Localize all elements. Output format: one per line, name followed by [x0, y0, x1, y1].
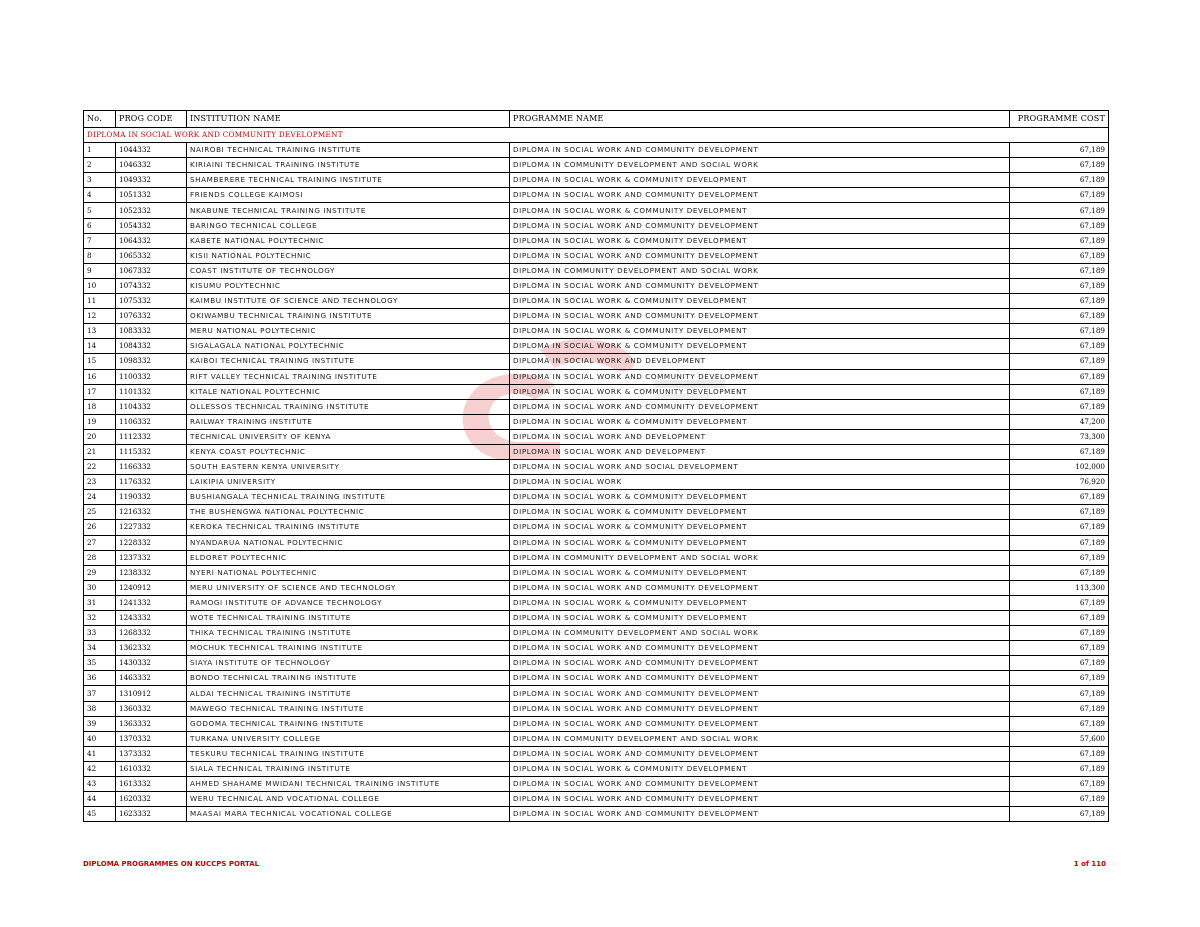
- institution-name-cell: COAST INSTITUTE OF TECHNOLOGY: [187, 263, 510, 278]
- row-number: 12: [84, 309, 116, 324]
- programme-cost-cell: 67,189: [1010, 701, 1109, 716]
- institution-name-cell: WOTE TECHNICAL TRAINING INSTITUTE: [187, 611, 510, 626]
- programme-cost-cell: 67,189: [1010, 309, 1109, 324]
- prog-code-cell: 1268332: [116, 626, 187, 641]
- row-number: 20: [84, 429, 116, 444]
- row-number: 42: [84, 761, 116, 776]
- institution-name-cell: MERU NATIONAL POLYTECHNIC: [187, 324, 510, 339]
- programme-cost-cell: 67,189: [1010, 354, 1109, 369]
- institution-name-cell: TESKURU TECHNICAL TRAINING INSTITUTE: [187, 746, 510, 761]
- programme-cost-cell: 67,189: [1010, 339, 1109, 354]
- prog-code-cell: 1610332: [116, 761, 187, 776]
- table-row: [84, 641, 1109, 656]
- table-row: [84, 278, 1109, 293]
- institution-name-cell: SIAYA INSTITUTE OF TECHNOLOGY: [187, 656, 510, 671]
- institution-name-cell: MAWEGO TECHNICAL TRAINING INSTITUTE: [187, 701, 510, 716]
- programme-name-cell: DIPLOMA IN COMMUNITY DEVELOPMENT AND SOCIAL WORK: [510, 731, 1010, 746]
- table-row: [84, 414, 1109, 429]
- institution-name-cell: THIKA TECHNICAL TRAINING INSTITUTE: [187, 626, 510, 641]
- table-row: [84, 444, 1109, 459]
- table-row: [84, 143, 1109, 158]
- table-row: [84, 218, 1109, 233]
- programme-cost-cell: 67,189: [1010, 777, 1109, 792]
- programme-cost-cell: 76,920: [1010, 475, 1109, 490]
- institution-name-cell: KAIMBU INSTITUTE OF SCIENCE AND TECHNOLOGY: [187, 294, 510, 309]
- row-number: 8: [84, 248, 116, 263]
- institution-name-cell: SIALA TECHNICAL TRAINING INSTITUTE: [187, 761, 510, 776]
- programme-cost-cell: 67,189: [1010, 746, 1109, 761]
- header-no: No.: [84, 111, 116, 128]
- programme-name-cell: DIPLOMA IN SOCIAL WORK & COMMUNITY DEVELOPMENT: [510, 414, 1010, 429]
- row-number: 3: [84, 173, 116, 188]
- programme-name-cell: DIPLOMA IN SOCIAL WORK & COMMUNITY DEVELOPMENT: [510, 520, 1010, 535]
- table-row: [84, 354, 1109, 369]
- programme-name-cell: DIPLOMA IN SOCIAL WORK & COMMUNITY DEVELOPMENT: [510, 595, 1010, 610]
- programme-cost-cell: 67,189: [1010, 792, 1109, 807]
- row-number: 6: [84, 218, 116, 233]
- row-number: 41: [84, 746, 116, 761]
- prog-code-cell: 1100332: [116, 369, 187, 384]
- programme-name-cell: DIPLOMA IN SOCIAL WORK AND COMMUNITY DEVELOPMENT: [510, 143, 1010, 158]
- institution-name-cell: BARINGO TECHNICAL COLLEGE: [187, 218, 510, 233]
- row-number: 45: [84, 807, 116, 822]
- row-number: 44: [84, 792, 116, 807]
- table-row: [84, 263, 1109, 278]
- row-number: 21: [84, 444, 116, 459]
- prog-code-cell: 1623332: [116, 807, 187, 822]
- prog-code-cell: 1227332: [116, 520, 187, 535]
- table-row: [84, 671, 1109, 686]
- institution-name-cell: KEROKA TECHNICAL TRAINING INSTITUTE: [187, 520, 510, 535]
- row-number: 24: [84, 490, 116, 505]
- table-row: [84, 158, 1109, 173]
- programme-name-cell: DIPLOMA IN SOCIAL WORK & COMMUNITY DEVELOPMENT: [510, 384, 1010, 399]
- prog-code-cell: 1101332: [116, 384, 187, 399]
- table-row: [84, 203, 1109, 218]
- row-number: 37: [84, 686, 116, 701]
- prog-code-cell: 1049332: [116, 173, 187, 188]
- institution-name-cell: KISII NATIONAL POLYTECHNIC: [187, 248, 510, 263]
- programme-name-cell: DIPLOMA IN SOCIAL WORK AND COMMUNITY DEVELOPMENT: [510, 369, 1010, 384]
- prog-code-cell: 1241332: [116, 595, 187, 610]
- programme-cost-cell: 67,189: [1010, 399, 1109, 414]
- row-number: 29: [84, 565, 116, 580]
- programme-name-cell: DIPLOMA IN SOCIAL WORK AND COMMUNITY DEVELOPMENT: [510, 701, 1010, 716]
- programme-name-cell: DIPLOMA IN SOCIAL WORK AND COMMUNITY DEVELOPMENT: [510, 399, 1010, 414]
- table-row: [84, 429, 1109, 444]
- programme-name-cell: DIPLOMA IN SOCIAL WORK AND DEVELOPMENT: [510, 444, 1010, 459]
- footer-document-title: DIPLOMA PROGRAMMES ON KUCCPS PORTAL: [83, 860, 260, 868]
- table-row: [84, 520, 1109, 535]
- programme-name-cell: DIPLOMA IN SOCIAL WORK AND COMMUNITY DEVELOPMENT: [510, 218, 1010, 233]
- table-row: [84, 777, 1109, 792]
- table-row: [84, 369, 1109, 384]
- programme-name-cell: DIPLOMA IN SOCIAL WORK AND DEVELOPMENT: [510, 354, 1010, 369]
- table-row: [84, 731, 1109, 746]
- prog-code-cell: 1104332: [116, 399, 187, 414]
- programme-cost-cell: 67,189: [1010, 686, 1109, 701]
- header-prog-code: PROG CODE: [116, 111, 187, 128]
- row-number: 40: [84, 731, 116, 746]
- row-number: 9: [84, 263, 116, 278]
- programme-cost-cell: 67,189: [1010, 143, 1109, 158]
- institution-name-cell: MAASAI MARA TECHNICAL VOCATIONAL COLLEGE: [187, 807, 510, 822]
- programme-cost-cell: 67,189: [1010, 263, 1109, 278]
- prog-code-cell: 1237332: [116, 550, 187, 565]
- programme-cost-cell: 67,189: [1010, 324, 1109, 339]
- programme-name-cell: DIPLOMA IN SOCIAL WORK & COMMUNITY DEVELOPMENT: [510, 761, 1010, 776]
- row-number: 43: [84, 777, 116, 792]
- programme-cost-cell: 67,189: [1010, 444, 1109, 459]
- programme-name-cell: DIPLOMA IN SOCIAL WORK AND COMMUNITY DEVELOPMENT: [510, 777, 1010, 792]
- row-number: 38: [84, 701, 116, 716]
- table-row: [84, 475, 1109, 490]
- table-row: [84, 309, 1109, 324]
- table-row: [84, 460, 1109, 475]
- institution-name-cell: TECHNICAL UNIVERSITY OF KENYA: [187, 429, 510, 444]
- institution-name-cell: FRIENDS COLLEGE KAIMOSI: [187, 188, 510, 203]
- row-number: 10: [84, 278, 116, 293]
- programme-cost-cell: 67,189: [1010, 565, 1109, 580]
- programme-cost-cell: 67,189: [1010, 550, 1109, 565]
- programme-cost-cell: 67,189: [1010, 716, 1109, 731]
- prog-code-cell: 1054332: [116, 218, 187, 233]
- row-number: 39: [84, 716, 116, 731]
- programme-name-cell: DIPLOMA IN SOCIAL WORK & COMMUNITY DEVELOPMENT: [510, 565, 1010, 580]
- row-number: 36: [84, 671, 116, 686]
- prog-code-cell: 1430332: [116, 656, 187, 671]
- programme-name-cell: DIPLOMA IN SOCIAL WORK AND COMMUNITY DEVELOPMENT: [510, 656, 1010, 671]
- section-title-row: [84, 128, 1109, 143]
- programme-name-cell: DIPLOMA IN SOCIAL WORK AND COMMUNITY DEVELOPMENT: [510, 641, 1010, 656]
- institution-name-cell: KISUMU POLYTECHNIC: [187, 278, 510, 293]
- programme-cost-cell: 67,189: [1010, 369, 1109, 384]
- programme-cost-cell: 67,189: [1010, 595, 1109, 610]
- institution-name-cell: ELDORET POLYTECHNIC: [187, 550, 510, 565]
- prog-code-cell: 1216332: [116, 505, 187, 520]
- row-number: 19: [84, 414, 116, 429]
- programme-name-cell: DIPLOMA IN SOCIAL WORK & COMMUNITY DEVELOPMENT: [510, 505, 1010, 520]
- prog-code-cell: 1044332: [116, 143, 187, 158]
- prog-code-cell: 1052332: [116, 203, 187, 218]
- institution-name-cell: NYERI NATIONAL POLYTECHNIC: [187, 565, 510, 580]
- table-row: [84, 701, 1109, 716]
- institution-name-cell: KABETE NATIONAL POLYTECHNIC: [187, 233, 510, 248]
- prog-code-cell: 1166332: [116, 460, 187, 475]
- row-number: 16: [84, 369, 116, 384]
- institution-name-cell: OKIWAMBU TECHNICAL TRAINING INSTITUTE: [187, 309, 510, 324]
- programme-name-cell: DIPLOMA IN SOCIAL WORK AND COMMUNITY DEVELOPMENT: [510, 746, 1010, 761]
- programme-cost-cell: 67,189: [1010, 656, 1109, 671]
- programme-cost-cell: 67,189: [1010, 188, 1109, 203]
- programme-cost-cell: 67,189: [1010, 278, 1109, 293]
- institution-name-cell: TURKANA UNIVERSITY COLLEGE: [187, 731, 510, 746]
- row-number: 34: [84, 641, 116, 656]
- programme-name-cell: DIPLOMA IN SOCIAL WORK AND SOCIAL DEVELOPMENT: [510, 460, 1010, 475]
- programme-cost-cell: 67,189: [1010, 611, 1109, 626]
- table-row: [84, 807, 1109, 822]
- header-programme-cost: PROGRAMME COST: [1010, 111, 1109, 128]
- table-row: [84, 173, 1109, 188]
- institution-name-cell: LAIKIPIA UNIVERSITY: [187, 475, 510, 490]
- table-row: [84, 535, 1109, 550]
- row-number: 13: [84, 324, 116, 339]
- prog-code-cell: 1115332: [116, 444, 187, 459]
- table-row: [84, 580, 1109, 595]
- programme-cost-cell: 67,189: [1010, 294, 1109, 309]
- programme-name-cell: DIPLOMA IN SOCIAL WORK AND COMMUNITY DEVELOPMENT: [510, 686, 1010, 701]
- table-row: [84, 686, 1109, 701]
- programme-name-cell: DIPLOMA IN SOCIAL WORK AND COMMUNITY DEVELOPMENT: [510, 188, 1010, 203]
- prog-code-cell: 1310912: [116, 686, 187, 701]
- row-number: 32: [84, 611, 116, 626]
- programme-cost-cell: 67,189: [1010, 671, 1109, 686]
- row-number: 33: [84, 626, 116, 641]
- prog-code-cell: 1240912: [116, 580, 187, 595]
- institution-name-cell: KITALE NATIONAL POLYTECHNIC: [187, 384, 510, 399]
- programme-name-cell: DIPLOMA IN COMMUNITY DEVELOPMENT AND SOCIAL WORK: [510, 263, 1010, 278]
- programme-name-cell: DIPLOMA IN SOCIAL WORK & COMMUNITY DEVELOPMENT: [510, 203, 1010, 218]
- programme-cost-cell: 47,200: [1010, 414, 1109, 429]
- prog-code-cell: 1373332: [116, 746, 187, 761]
- programme-cost-cell: 113,300: [1010, 580, 1109, 595]
- programme-name-cell: DIPLOMA IN SOCIAL WORK & COMMUNITY DEVELOPMENT: [510, 535, 1010, 550]
- row-number: 7: [84, 233, 116, 248]
- programme-cost-cell: 67,189: [1010, 173, 1109, 188]
- table-row: [84, 339, 1109, 354]
- programme-name-cell: DIPLOMA IN SOCIAL WORK & COMMUNITY DEVELOPMENT: [510, 324, 1010, 339]
- row-number: 4: [84, 188, 116, 203]
- programme-cost-cell: 67,189: [1010, 248, 1109, 263]
- programme-cost-cell: 67,189: [1010, 505, 1109, 520]
- programme-cost-cell: 67,189: [1010, 520, 1109, 535]
- institution-name-cell: BUSHIANGALA TECHNICAL TRAINING INSTITUTE: [187, 490, 510, 505]
- institution-name-cell: RAILWAY TRAINING INSTITUTE: [187, 414, 510, 429]
- table-row: [84, 792, 1109, 807]
- institution-name-cell: KIRIAINI TECHNICAL TRAINING INSTITUTE: [187, 158, 510, 173]
- prog-code-cell: 1067332: [116, 263, 187, 278]
- prog-code-cell: 1363332: [116, 716, 187, 731]
- institution-name-cell: OLLESSOS TECHNICAL TRAINING INSTITUTE: [187, 399, 510, 414]
- institution-name-cell: NYANDARUA NATIONAL POLYTECHNIC: [187, 535, 510, 550]
- programme-name-cell: DIPLOMA IN SOCIAL WORK & COMMUNITY DEVELOPMENT: [510, 294, 1010, 309]
- programme-cost-cell: 67,189: [1010, 535, 1109, 550]
- prog-code-cell: 1238332: [116, 565, 187, 580]
- institution-name-cell: THE BUSHENGWA NATIONAL POLYTECHNIC: [187, 505, 510, 520]
- row-number: 2: [84, 158, 116, 173]
- programme-name-cell: DIPLOMA IN SOCIAL WORK AND COMMUNITY DEVELOPMENT: [510, 716, 1010, 731]
- header-institution-name: INSTITUTION NAME: [187, 111, 510, 128]
- row-number: 31: [84, 595, 116, 610]
- prog-code-cell: 1084332: [116, 339, 187, 354]
- row-number: 5: [84, 203, 116, 218]
- institution-name-cell: RAMOGI INSTITUTE OF ADVANCE TECHNOLOGY: [187, 595, 510, 610]
- prog-code-cell: 1360332: [116, 701, 187, 716]
- programme-name-cell: DIPLOMA IN SOCIAL WORK AND COMMUNITY DEVELOPMENT: [510, 580, 1010, 595]
- prog-code-cell: 1228332: [116, 535, 187, 550]
- programme-name-cell: DIPLOMA IN SOCIAL WORK & COMMUNITY DEVELOPMENT: [510, 233, 1010, 248]
- prog-code-cell: 1463332: [116, 671, 187, 686]
- table-row: [84, 761, 1109, 776]
- prog-code-cell: 1190332: [116, 490, 187, 505]
- institution-name-cell: MOCHUK TECHNICAL TRAINING INSTITUTE: [187, 641, 510, 656]
- programme-cost-cell: 67,189: [1010, 218, 1109, 233]
- section-title: DIPLOMA IN SOCIAL WORK AND COMMUNITY DEVELOPMENT: [84, 128, 1109, 143]
- table-row: [84, 505, 1109, 520]
- header-programme-name: PROGRAMME NAME: [510, 111, 1010, 128]
- programme-cost-cell: 73,300: [1010, 429, 1109, 444]
- institution-name-cell: ALDAI TECHNICAL TRAINING INSTITUTE: [187, 686, 510, 701]
- prog-code-cell: 1370332: [116, 731, 187, 746]
- table-row: [84, 233, 1109, 248]
- prog-code-cell: 1613332: [116, 777, 187, 792]
- table-row: [84, 716, 1109, 731]
- table-row: [84, 565, 1109, 580]
- programme-name-cell: DIPLOMA IN SOCIAL WORK AND COMMUNITY DEVELOPMENT: [510, 248, 1010, 263]
- row-number: 28: [84, 550, 116, 565]
- programme-name-cell: DIPLOMA IN SOCIAL WORK AND COMMUNITY DEVELOPMENT: [510, 807, 1010, 822]
- table-row: [84, 490, 1109, 505]
- row-number: 18: [84, 399, 116, 414]
- programme-cost-cell: 67,189: [1010, 761, 1109, 776]
- programme-name-cell: DIPLOMA IN SOCIAL WORK & COMMUNITY DEVELOPMENT: [510, 611, 1010, 626]
- institution-name-cell: RIFT VALLEY TECHNICAL TRAINING INSTITUTE: [187, 369, 510, 384]
- row-number: 11: [84, 294, 116, 309]
- prog-code-cell: 1176332: [116, 475, 187, 490]
- institution-name-cell: SIGALAGALA NATIONAL POLYTECHNIC: [187, 339, 510, 354]
- table-row: [84, 746, 1109, 761]
- prog-code-cell: 1362332: [116, 641, 187, 656]
- programme-cost-cell: 67,189: [1010, 384, 1109, 399]
- programme-name-cell: DIPLOMA IN SOCIAL WORK AND COMMUNITY DEVELOPMENT: [510, 671, 1010, 686]
- programme-name-cell: DIPLOMA IN SOCIAL WORK & COMMUNITY DEVELOPMENT: [510, 173, 1010, 188]
- table-row: [84, 399, 1109, 414]
- programme-name-cell: DIPLOMA IN SOCIAL WORK & COMMUNITY DEVELOPMENT: [510, 339, 1010, 354]
- institution-name-cell: WERU TECHNICAL AND VOCATIONAL COLLEGE: [187, 792, 510, 807]
- institution-name-cell: MERU UNIVERSITY OF SCIENCE AND TECHNOLOGY: [187, 580, 510, 595]
- prog-code-cell: 1098332: [116, 354, 187, 369]
- table-row: [84, 384, 1109, 399]
- institution-name-cell: KAIBOI TECHNICAL TRAINING INSTITUTE: [187, 354, 510, 369]
- row-number: 26: [84, 520, 116, 535]
- institution-name-cell: NKABUNE TECHNICAL TRAINING INSTITUTE: [187, 203, 510, 218]
- institution-name-cell: SOUTH EASTERN KENYA UNIVERSITY: [187, 460, 510, 475]
- programme-cost-cell: 67,189: [1010, 490, 1109, 505]
- table-row: [84, 595, 1109, 610]
- programme-cost-cell: 57,600: [1010, 731, 1109, 746]
- prog-code-cell: 1065332: [116, 248, 187, 263]
- row-number: 1: [84, 143, 116, 158]
- row-number: 23: [84, 475, 116, 490]
- prog-code-cell: 1076332: [116, 309, 187, 324]
- programme-name-cell: DIPLOMA IN SOCIAL WORK: [510, 475, 1010, 490]
- prog-code-cell: 1075332: [116, 294, 187, 309]
- row-number: 35: [84, 656, 116, 671]
- prog-code-cell: 1046332: [116, 158, 187, 173]
- programme-name-cell: DIPLOMA IN COMMUNITY DEVELOPMENT AND SOCIAL WORK: [510, 550, 1010, 565]
- programme-name-cell: DIPLOMA IN SOCIAL WORK AND DEVELOPMENT: [510, 429, 1010, 444]
- programme-name-cell: DIPLOMA IN COMMUNITY DEVELOPMENT AND SOCIAL WORK: [510, 158, 1010, 173]
- institution-name-cell: AHMED SHAHAME MWIDANI TECHNICAL TRAINING INSTITUTE: [187, 777, 510, 792]
- programme-table: [83, 110, 1109, 822]
- programme-cost-cell: 67,189: [1010, 807, 1109, 822]
- row-number: 17: [84, 384, 116, 399]
- prog-code-cell: 1112332: [116, 429, 187, 444]
- prog-code-cell: 1083332: [116, 324, 187, 339]
- programme-name-cell: DIPLOMA IN SOCIAL WORK AND COMMUNITY DEVELOPMENT: [510, 792, 1010, 807]
- programme-cost-cell: 67,189: [1010, 203, 1109, 218]
- row-number: 30: [84, 580, 116, 595]
- row-number: 22: [84, 460, 116, 475]
- programme-cost-cell: 67,189: [1010, 641, 1109, 656]
- prog-code-cell: 1051332: [116, 188, 187, 203]
- programme-cost-cell: 102,000: [1010, 460, 1109, 475]
- institution-name-cell: SHAMBERERE TECHNICAL TRAINING INSTITUTE: [187, 173, 510, 188]
- programme-cost-cell: 67,189: [1010, 158, 1109, 173]
- table-row: [84, 248, 1109, 263]
- footer-page-number: 1 of 110: [1073, 860, 1106, 868]
- row-number: 15: [84, 354, 116, 369]
- table-row: [84, 611, 1109, 626]
- table-header-row: [84, 111, 1109, 128]
- institution-name-cell: NAIROBI TECHNICAL TRAINING INSTITUTE: [187, 143, 510, 158]
- row-number: 27: [84, 535, 116, 550]
- prog-code-cell: 1064332: [116, 233, 187, 248]
- institution-name-cell: GODOMA TECHNICAL TRAINING INSTITUTE: [187, 716, 510, 731]
- institution-name-cell: BONDO TECHNICAL TRAINING INSTITUTE: [187, 671, 510, 686]
- programme-cost-cell: 67,189: [1010, 233, 1109, 248]
- prog-code-cell: 1074332: [116, 278, 187, 293]
- prog-code-cell: 1106332: [116, 414, 187, 429]
- programme-name-cell: DIPLOMA IN COMMUNITY DEVELOPMENT AND SOCIAL WORK: [510, 626, 1010, 641]
- programme-name-cell: DIPLOMA IN SOCIAL WORK & COMMUNITY DEVELOPMENT: [510, 490, 1010, 505]
- table-row: [84, 294, 1109, 309]
- table-row: [84, 324, 1109, 339]
- row-number: 14: [84, 339, 116, 354]
- row-number: 25: [84, 505, 116, 520]
- prog-code-cell: 1243332: [116, 611, 187, 626]
- programme-name-cell: DIPLOMA IN SOCIAL WORK AND COMMUNITY DEVELOPMENT: [510, 309, 1010, 324]
- table-row: [84, 656, 1109, 671]
- programme-name-cell: DIPLOMA IN SOCIAL WORK AND COMMUNITY DEVELOPMENT: [510, 278, 1010, 293]
- table-row: [84, 626, 1109, 641]
- table-row: [84, 550, 1109, 565]
- prog-code-cell: 1620332: [116, 792, 187, 807]
- table-row: [84, 188, 1109, 203]
- institution-name-cell: KENYA COAST POLYTECHNIC: [187, 444, 510, 459]
- programme-cost-cell: 67,189: [1010, 626, 1109, 641]
